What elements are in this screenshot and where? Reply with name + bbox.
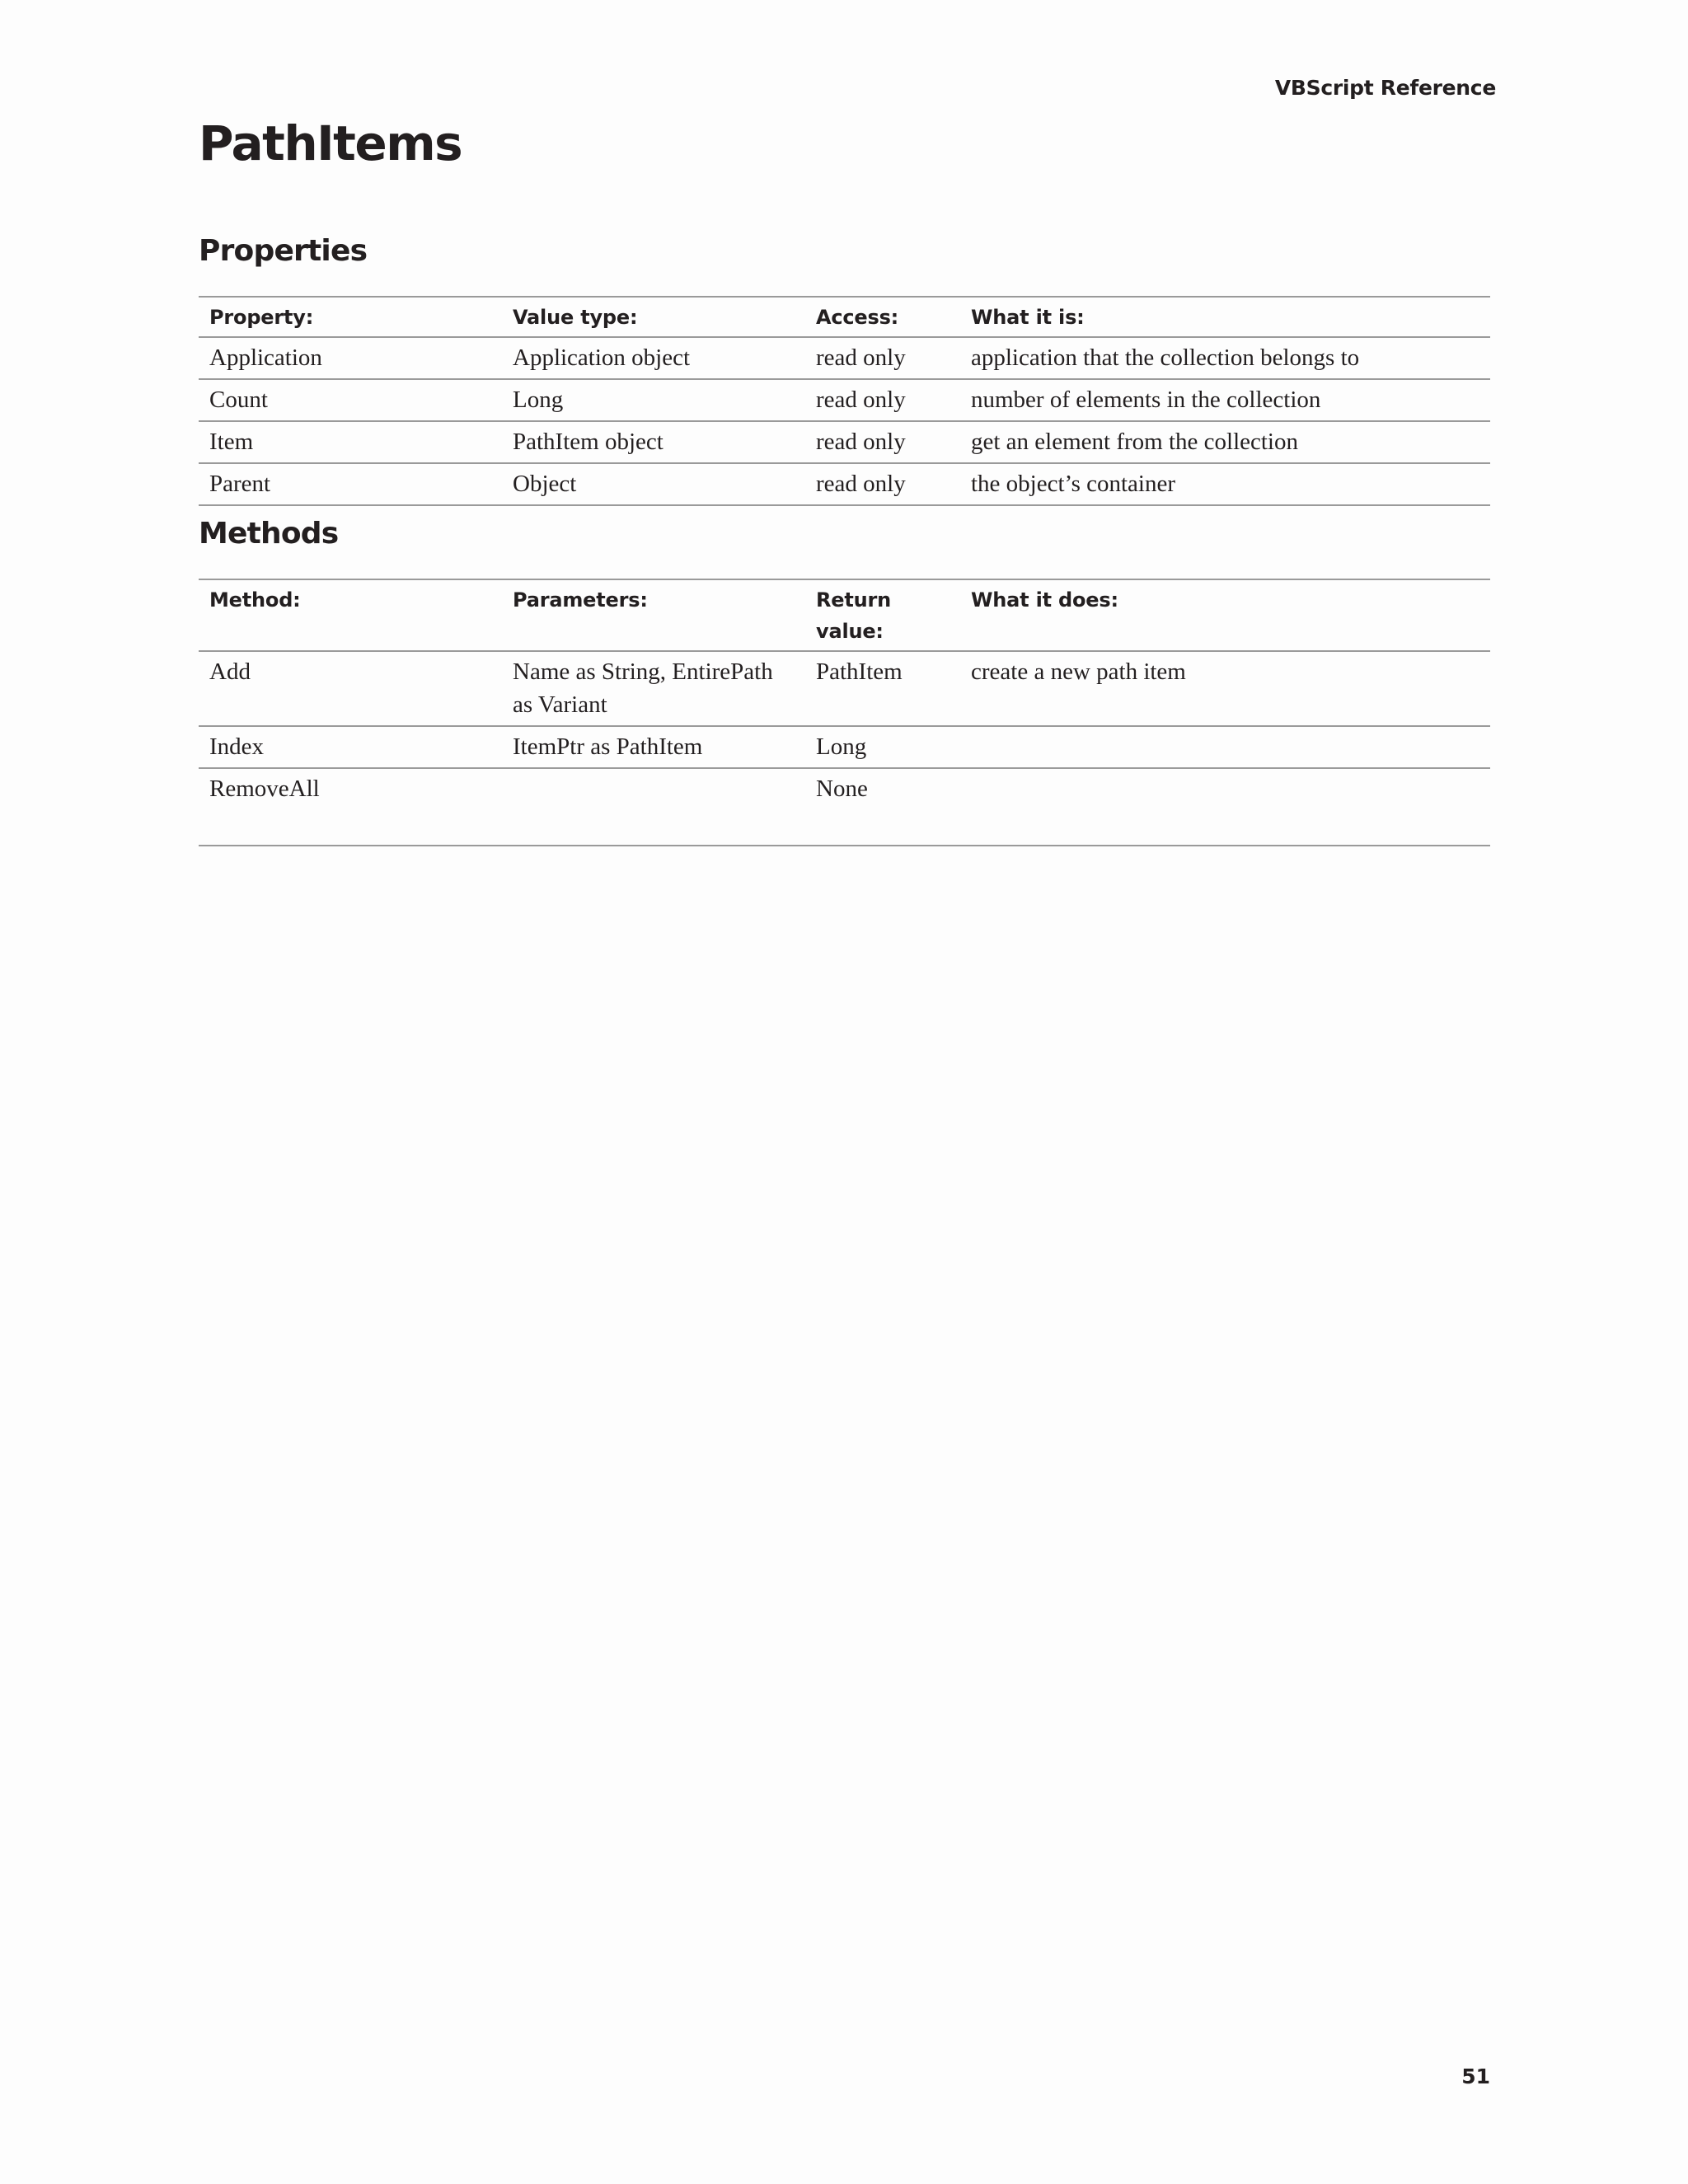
access: read only bbox=[805, 379, 960, 421]
column-header-access: Access: bbox=[805, 297, 960, 337]
table-row bbox=[199, 768, 1490, 846]
return-value: None bbox=[805, 768, 960, 846]
value-type: PathItem object bbox=[502, 421, 805, 463]
access: read only bbox=[805, 337, 960, 379]
properties-heading: Properties bbox=[199, 234, 368, 268]
column-header-what-it-is: What it is: bbox=[960, 297, 1490, 337]
property-name: Item bbox=[199, 421, 502, 463]
table-row bbox=[199, 651, 1490, 726]
property-name: Parent bbox=[199, 463, 502, 505]
page-title: PathItems bbox=[199, 115, 462, 171]
access: read only bbox=[805, 463, 960, 505]
column-header-parameters: Parameters: bbox=[502, 579, 805, 651]
column-header-property: Property: bbox=[199, 297, 502, 337]
method-name: Add bbox=[199, 651, 502, 726]
parameters bbox=[502, 768, 805, 846]
parameters: Name as String, EntirePath as Variant bbox=[502, 651, 805, 726]
property-name: Count bbox=[199, 379, 502, 421]
method-name: RemoveAll bbox=[199, 768, 502, 846]
methods-heading: Methods bbox=[199, 517, 339, 551]
parameters: ItemPtr as PathItem bbox=[502, 726, 805, 768]
access: read only bbox=[805, 421, 960, 463]
table-header-row bbox=[199, 297, 1490, 337]
column-header-method: Method: bbox=[199, 579, 502, 651]
return-value: PathItem bbox=[805, 651, 960, 726]
value-type: Long bbox=[502, 379, 805, 421]
properties-table bbox=[199, 296, 1490, 506]
running-header: VBScript Reference bbox=[1274, 76, 1496, 100]
table-row bbox=[199, 379, 1490, 421]
description: application that the collection belongs to bbox=[960, 337, 1490, 379]
methods-table bbox=[199, 579, 1490, 846]
column-header-what-it-does: What it does: bbox=[960, 579, 1490, 651]
description: the object’s container bbox=[960, 463, 1490, 505]
return-value: Long bbox=[805, 726, 960, 768]
page-number: 51 bbox=[1461, 2064, 1490, 2088]
table-header-row bbox=[199, 579, 1490, 651]
description: number of elements in the collection bbox=[960, 379, 1490, 421]
description: create a new path item bbox=[960, 651, 1490, 726]
description bbox=[960, 768, 1490, 846]
value-type: Object bbox=[502, 463, 805, 505]
column-header-return-value: Return value: bbox=[805, 579, 960, 651]
table-row bbox=[199, 421, 1490, 463]
property-name: Application bbox=[199, 337, 502, 379]
column-header-value-type: Value type: bbox=[502, 297, 805, 337]
table-row bbox=[199, 726, 1490, 768]
description bbox=[960, 726, 1490, 768]
value-type: Application object bbox=[502, 337, 805, 379]
table-row bbox=[199, 337, 1490, 379]
method-name: Index bbox=[199, 726, 502, 768]
table-row bbox=[199, 463, 1490, 505]
description: get an element from the collection bbox=[960, 421, 1490, 463]
